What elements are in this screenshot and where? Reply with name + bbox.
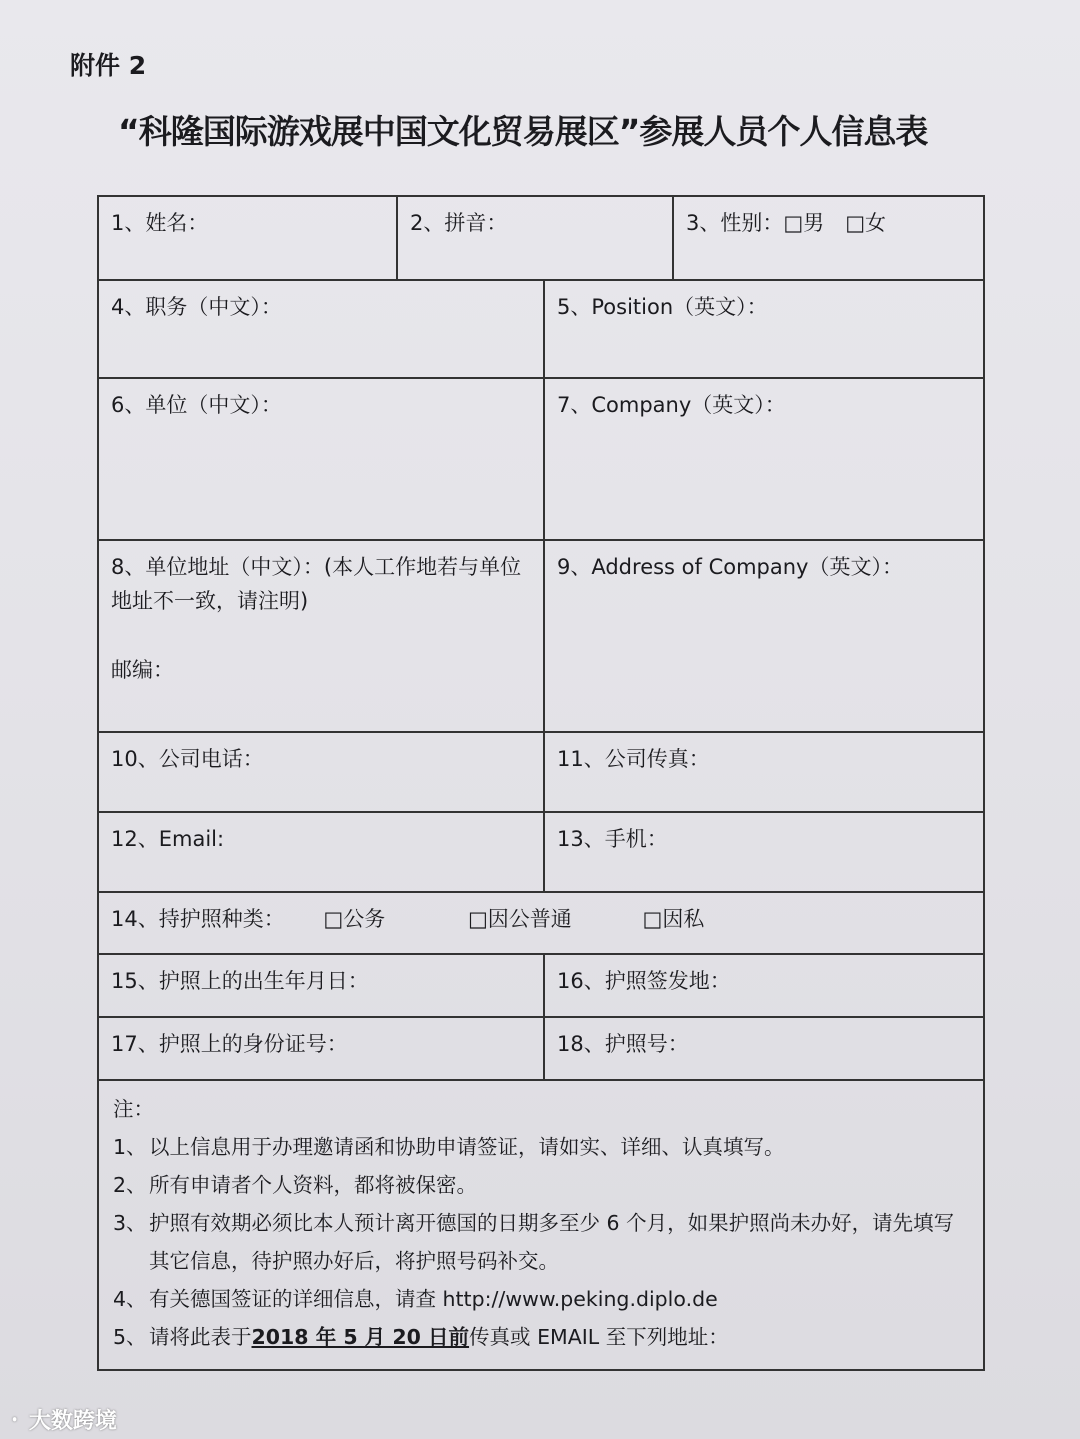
form-row-1: [99, 197, 983, 281]
company-fax-field[interactable]: 11、公司传真：: [543, 733, 983, 811]
mobile-field[interactable]: 13、手机：: [543, 813, 983, 891]
watermark: [8, 1404, 117, 1435]
watermark-logo-icon: ᛫: [8, 1409, 22, 1434]
note-text: 所有申请者个人资料，都将被保密。: [149, 1172, 477, 1197]
watermark-text: 大数跨境: [28, 1409, 117, 1434]
note-number: 2、: [113, 1172, 147, 1197]
passport-id-number-field[interactable]: 17、护照上的身份证号：: [111, 1032, 348, 1056]
company-address-en-field[interactable]: 9、Address of Company（英文）：: [543, 541, 983, 731]
note-text-post: 传真或 EMAIL 至下列地址：: [469, 1324, 729, 1349]
note-item: [113, 1281, 969, 1319]
note-text: 以上信息用于办理邀请函和协助申请签证，请如实、详细、认真填写。: [149, 1134, 785, 1159]
form-row-5: [99, 733, 983, 813]
form-row-4: [99, 541, 983, 733]
company-en-field[interactable]: 7、Company（英文）：: [543, 379, 983, 539]
name-field[interactable]: 1、姓名：: [111, 211, 209, 235]
form-row-2: [99, 281, 983, 379]
form-row-6: [99, 813, 983, 893]
notes-section: [99, 1081, 983, 1369]
deadline-date: 2018 年 5 月 20 日前: [251, 1324, 470, 1349]
form-row-3: [99, 379, 983, 541]
passport-issue-place-field[interactable]: 16、护照签发地：: [543, 955, 983, 1016]
company-address-cn-label: 8、单位地址（中文）：: [111, 555, 324, 579]
note-item: [113, 1129, 969, 1167]
passport-type-label: 14、持护照种类：: [111, 907, 285, 931]
company-address-cn-field[interactable]: [99, 541, 543, 731]
note-item: [113, 1167, 969, 1205]
form-row-9: [99, 1018, 983, 1081]
email-field[interactable]: 12、Email:: [111, 827, 225, 851]
passport-type-field: [99, 893, 983, 953]
note-number: 5、: [113, 1324, 147, 1349]
company-phone-field[interactable]: 10、公司电话：: [111, 747, 264, 771]
passport-public-ordinary-checkbox[interactable]: □因公普通: [467, 907, 572, 931]
note-text: [149, 1319, 729, 1357]
note-number: 3、: [113, 1210, 147, 1235]
note-text-pre: 请将此表于: [149, 1324, 252, 1349]
passport-number-field[interactable]: 18、护照号：: [543, 1018, 983, 1079]
passport-official-checkbox[interactable]: □公务: [323, 907, 386, 931]
gender-field[interactable]: 3、性别：□男 □女: [672, 197, 983, 279]
note-item: [113, 1205, 969, 1281]
note-text: 有关德国签证的详细信息，请查 http://www.peking.diplo.de: [149, 1286, 718, 1311]
position-en-field[interactable]: 5、Position（英文）：: [543, 281, 983, 377]
note-number: 4、: [113, 1286, 147, 1311]
passport-birthdate-field[interactable]: 15、护照上的出生年月日：: [111, 969, 369, 993]
note-number: 1、: [113, 1134, 147, 1159]
note-text: 护照有效期必须比本人预计离开德国的日期多至少 6 个月，如果护照尚未办好，请先填写其它信息，待护照办好后，将护照号码补交。: [149, 1210, 955, 1273]
company-address-cn-note: (本人工作地若与单位地址不一致，请注明): [111, 555, 522, 613]
zip-label: 邮编：: [111, 658, 174, 683]
pinyin-field[interactable]: 2、拼音：: [396, 197, 672, 279]
notes-heading: 注：: [113, 1097, 154, 1121]
form-row-7: [99, 893, 983, 955]
note-item: [113, 1319, 969, 1357]
annex-label: 附件 2: [70, 51, 147, 80]
form-title: “科隆国际游戏展中国文化贸易展区”参展人员个人信息表: [118, 112, 928, 151]
form-row-8: [99, 955, 983, 1018]
passport-private-checkbox[interactable]: □因私: [642, 907, 705, 931]
info-form: [97, 195, 985, 1371]
title-cn-field[interactable]: 4、职务（中文）：: [111, 295, 282, 319]
company-cn-field[interactable]: 6、单位（中文）：: [111, 393, 282, 417]
